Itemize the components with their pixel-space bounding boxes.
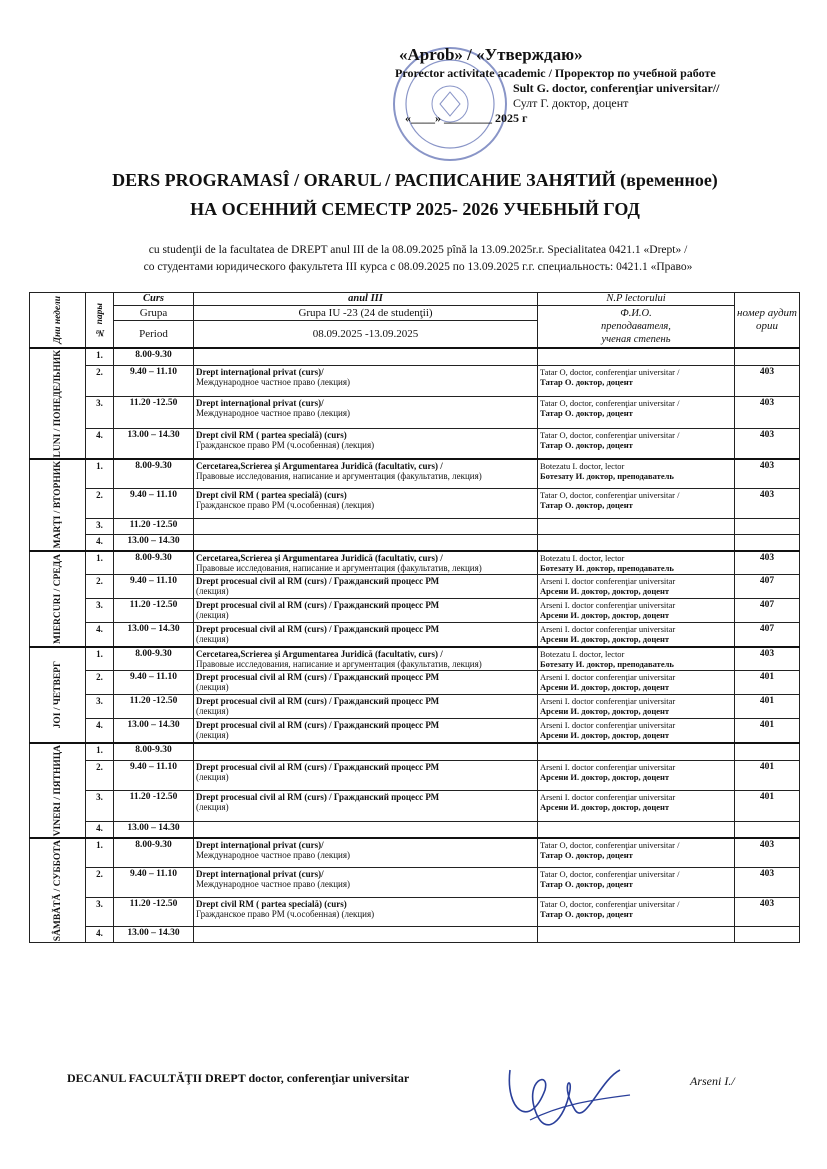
schedule-row — [30, 760, 800, 791]
schedule-row — [30, 623, 800, 647]
room-number — [735, 821, 800, 838]
room-number: 407 — [735, 623, 800, 647]
pair-number: 1. — [86, 838, 114, 868]
dean-signature — [490, 1050, 640, 1150]
subject — [194, 348, 538, 366]
room-number: 403 — [735, 647, 800, 671]
teacher: Arseni I. doctor conferenţiar universitar Арсени И. доктор, доктор, доцент — [538, 623, 735, 647]
pair-number: 2. — [86, 366, 114, 397]
subject — [194, 518, 538, 534]
room-number: 403 — [735, 428, 800, 459]
pair-number: 2. — [86, 671, 114, 695]
subject: Drept procesual civil al RM (curs) / Гражданский процесс РМ (лекция) — [194, 599, 538, 623]
pair-time: 8.00-9.30 — [114, 459, 194, 488]
pair-time: 8.00-9.30 — [114, 348, 194, 366]
pair-time: 13.00 – 14.30 — [114, 719, 194, 743]
dean-title: DECANUL FACULTĂŢII DREPT doctor, conferenţiar universitar — [67, 1071, 410, 1085]
schedule-table — [29, 292, 800, 943]
approval-position: Prorector activitate academic / Проректор по учебной работе — [395, 66, 716, 80]
info-line-ru: со студентами юридического факультета III курса с 08.09.2025 по 13.09.2025 г.г. специальность: 0421.1 «Право» — [143, 261, 693, 273]
pair-time: 11.20 -12.50 — [114, 397, 194, 428]
teacher: Tatar O, doctor, conferenţiar universitar / Татар О. доктор, доцент — [538, 428, 735, 459]
schedule-row — [30, 428, 800, 459]
subject: Drept internaţional privat (curs)/ Международное частное право (лекция) — [194, 397, 538, 428]
schedule-row — [30, 459, 800, 488]
teacher — [538, 927, 735, 943]
pair-time: 8.00-9.30 — [114, 743, 194, 760]
teacher: Arseni I. doctor conferenţiar universitar Арсени И. доктор, доктор, доцент — [538, 760, 735, 791]
room-number — [735, 743, 800, 760]
day-name: SÂMBĂTĂ / СУББОТА — [30, 838, 86, 943]
approval-signer-ru: Султ Г. доктор, доцент — [513, 96, 629, 110]
room-number: 407 — [735, 575, 800, 599]
schedule-row — [30, 838, 800, 868]
header-curs: Curs — [114, 293, 194, 306]
day-name: VINERI / ПЯТНИЦА — [30, 743, 86, 838]
schedule-row — [30, 719, 800, 743]
schedule-row — [30, 647, 800, 671]
subject: Drept procesual civil al RM (curs) / Гражданский процесс РМ (лекция) — [194, 791, 538, 822]
subject: Drept civil RM ( partea specială) (curs) Гражданское право РМ (ч.особенная) (лекция) — [194, 489, 538, 518]
subject: Drept procesual civil al RM (curs) / Гражданский процесс РМ (лекция) — [194, 671, 538, 695]
pair-time: 9.40 – 11.10 — [114, 366, 194, 397]
header-dates: 08.09.2025 -13.09.2025 — [194, 321, 538, 349]
schedule-row — [30, 551, 800, 575]
pair-number: 2. — [86, 760, 114, 791]
document-title: DERS PROGRAMASÎ / ORARUL / РАСПИСАНИЕ ЗАНЯТИЙ (временное) — [112, 170, 718, 190]
schedule-row — [30, 791, 800, 822]
subject — [194, 821, 538, 838]
teacher: Botezatu I. doctor, lector Ботезату И. доктор, преподаватель — [538, 647, 735, 671]
subject: Drept internaţional privat (curs)/ Международное частное право (лекция) — [194, 366, 538, 397]
room-number: 403 — [735, 551, 800, 575]
teacher: Tatar O, doctor, conferenţiar universitar / Татар О. доктор, доцент — [538, 489, 735, 518]
subject: Drept procesual civil al RM (curs) / Гражданский процесс РМ (лекция) — [194, 719, 538, 743]
header-pair: № пары — [86, 293, 114, 349]
header-fio: Ф.И.О. преподавателя, ученая степень — [538, 306, 735, 349]
pair-time: 11.20 -12.50 — [114, 695, 194, 719]
pair-number: 1. — [86, 647, 114, 671]
pair-number: 4. — [86, 821, 114, 838]
room-number: 407 — [735, 599, 800, 623]
teacher: Tatar O, doctor, conferenţiar universitar / Татар О. доктор, доцент — [538, 397, 735, 428]
room-number: 403 — [735, 489, 800, 518]
day-name: LUNI / ПОНЕДЕЛЬНИК — [30, 348, 86, 459]
schedule-row — [30, 397, 800, 428]
schedule-row — [30, 575, 800, 599]
subject: Cercetarea,Scrierea şi Argumentarea Juridică (facultativ, curs) / Правовые исследования, написание и аргументация (факультатив, лекция) — [194, 551, 538, 575]
room-number — [735, 534, 800, 551]
pair-number: 1. — [86, 459, 114, 488]
pair-number: 2. — [86, 489, 114, 518]
schedule-row — [30, 534, 800, 551]
pair-time: 13.00 – 14.30 — [114, 534, 194, 551]
pair-number: 4. — [86, 534, 114, 551]
pair-number: 4. — [86, 719, 114, 743]
pair-number: 4. — [86, 623, 114, 647]
teacher: Arseni I. doctor conferenţiar universitar Арсени И. доктор, доктор, доцент — [538, 599, 735, 623]
schedule-row — [30, 695, 800, 719]
document-subtitle: НА ОСЕННИЙ СЕМЕСТР 2025- 2026 УЧЕБНЫЙ ГОД — [190, 199, 640, 219]
pair-number: 3. — [86, 695, 114, 719]
teacher: Botezatu I. doctor, lector Ботезату И. доктор, преподаватель — [538, 459, 735, 488]
pair-number: 2. — [86, 575, 114, 599]
subject: Cercetarea,Scrierea şi Argumentarea Juridică (facultativ, curs) / Правовые исследования, написание и аргументация (факультатив, лекция) — [194, 459, 538, 488]
teacher: Botezatu I. doctor, lector Ботезату И. доктор, преподаватель — [538, 551, 735, 575]
pair-time: 11.20 -12.50 — [114, 897, 194, 927]
pair-time: 9.40 – 11.10 — [114, 671, 194, 695]
pair-time: 8.00-9.30 — [114, 551, 194, 575]
teacher: Arseni I. doctor conferenţiar universitar Арсени И. доктор, доктор, доцент — [538, 719, 735, 743]
pair-time: 13.00 – 14.30 — [114, 927, 194, 943]
room-number: 403 — [735, 397, 800, 428]
pair-number: 3. — [86, 397, 114, 428]
subject: Drept procesual civil al RM (curs) / Гражданский процесс РМ (лекция) — [194, 575, 538, 599]
teacher: Tatar O, doctor, conferenţiar universitar / Татар О. доктор, доцент — [538, 366, 735, 397]
room-number: 403 — [735, 838, 800, 868]
pair-time: 8.00-9.30 — [114, 647, 194, 671]
pair-number: 2. — [86, 868, 114, 898]
pair-number: 1. — [86, 348, 114, 366]
subject: Drept procesual civil al RM (curs) / Гражданский процесс РМ (лекция) — [194, 623, 538, 647]
room-number: 403 — [735, 897, 800, 927]
subject — [194, 743, 538, 760]
pair-number: 1. — [86, 743, 114, 760]
pair-number: 3. — [86, 599, 114, 623]
pair-number: 3. — [86, 791, 114, 822]
teacher: Arseni I. doctor conferenţiar universitar Арсени И. доктор, доктор, доцент — [538, 575, 735, 599]
room-number: 401 — [735, 791, 800, 822]
day-name: MIERCURI / СРЕДА — [30, 551, 86, 647]
room-number: 403 — [735, 459, 800, 488]
subject: Drept internaţional privat (curs)/ Международное частное право (лекция) — [194, 868, 538, 898]
pair-number: 4. — [86, 428, 114, 459]
room-number — [735, 348, 800, 366]
header-group-name: Grupa IU -23 (24 de studenţii) — [194, 306, 538, 321]
day-name: MARŢI / ВТОРНИК — [30, 459, 86, 550]
day-name: JOI / ЧЕТВЕРГ — [30, 647, 86, 743]
approval-signer: Sult G. doctor, conferenţiar universitar// — [513, 81, 720, 95]
header-np-lector: N.P lectorului — [538, 293, 735, 306]
schedule-row — [30, 518, 800, 534]
header-room: номер аудит ории — [735, 293, 800, 349]
pair-time: 13.00 – 14.30 — [114, 821, 194, 838]
header-days: Дни недели — [30, 293, 86, 349]
room-number: 401 — [735, 695, 800, 719]
header-grupa: Grupa — [114, 306, 194, 321]
info-line-ro: cu studenţii de la facultatea de DREPT anul III de la 08.09.2025 pînă la 13.09.2025r.r. Specialitatea 0421.1 «Drept» / — [148, 244, 688, 256]
teacher — [538, 534, 735, 551]
teacher — [538, 348, 735, 366]
schedule-row — [30, 743, 800, 760]
pair-time: 9.40 – 11.10 — [114, 760, 194, 791]
room-number: 401 — [735, 719, 800, 743]
pair-time: 9.40 – 11.10 — [114, 489, 194, 518]
subject: Drept civil RM ( partea specială) (curs) Гражданское право РМ (ч.особенная) (лекция) — [194, 428, 538, 459]
schedule-row — [30, 348, 800, 366]
schedule-row — [30, 868, 800, 898]
teacher: Tatar O, doctor, conferenţiar universitar / Татар О. доктор, доцент — [538, 897, 735, 927]
room-number: 401 — [735, 760, 800, 791]
subject: Drept internaţional privat (curs)/ Международное частное право (лекция) — [194, 838, 538, 868]
pair-time: 13.00 – 14.30 — [114, 623, 194, 647]
subject: Cercetarea,Scrierea şi Argumentarea Juridică (facultativ, curs) / Правовые исследования, написание и аргументация (факультатив, лекция) — [194, 647, 538, 671]
pair-time: 11.20 -12.50 — [114, 599, 194, 623]
schedule-row — [30, 927, 800, 943]
approval-title: «Aprob» / «Утверждаю» — [399, 45, 583, 64]
schedule-row — [30, 821, 800, 838]
pair-time: 11.20 -12.50 — [114, 518, 194, 534]
teacher: Arseni I. doctor conferenţiar universitar Арсени И. доктор, доктор, доцент — [538, 791, 735, 822]
header-anul: anul III — [194, 293, 538, 306]
teacher: Arseni I. doctor conferenţiar universitar Арсени И. доктор, доктор, доцент — [538, 671, 735, 695]
pair-number: 3. — [86, 518, 114, 534]
schedule-row — [30, 599, 800, 623]
teacher: Tatar O, doctor, conferenţiar universitar / Татар О. доктор, доцент — [538, 868, 735, 898]
room-number — [735, 518, 800, 534]
subject — [194, 534, 538, 551]
pair-number: 1. — [86, 551, 114, 575]
room-number: 403 — [735, 868, 800, 898]
subject: Drept procesual civil al RM (curs) / Гражданский процесс РМ (лекция) — [194, 695, 538, 719]
header-row-1 — [30, 293, 800, 306]
teacher — [538, 518, 735, 534]
schedule-row — [30, 366, 800, 397]
approval-block — [395, 44, 795, 126]
subject: Drept procesual civil al RM (curs) / Гражданский процесс РМ (лекция) — [194, 760, 538, 791]
pair-time: 11.20 -12.50 — [114, 791, 194, 822]
dean-name: Arseni I./ — [690, 1074, 735, 1088]
subject — [194, 927, 538, 943]
pair-number: 3. — [86, 897, 114, 927]
room-number: 403 — [735, 366, 800, 397]
teacher — [538, 743, 735, 760]
schedule-row — [30, 671, 800, 695]
pair-number: 4. — [86, 927, 114, 943]
subject: Drept civil RM ( partea specială) (curs) Гражданское право РМ (ч.особенная) (лекция) — [194, 897, 538, 927]
teacher: Tatar O, doctor, conferenţiar universitar / Татар О. доктор, доцент — [538, 838, 735, 868]
room-number — [735, 927, 800, 943]
teacher: Arseni I. doctor conferenţiar universitar Арсени И. доктор, доктор, доцент — [538, 695, 735, 719]
schedule-row — [30, 897, 800, 927]
teacher — [538, 821, 735, 838]
pair-time: 13.00 – 14.30 — [114, 428, 194, 459]
room-number: 401 — [735, 671, 800, 695]
approval-date: «____» ________ 2025 г — [405, 111, 528, 125]
pair-time: 9.40 – 11.10 — [114, 575, 194, 599]
schedule-row — [30, 489, 800, 518]
header-period: Period — [114, 321, 194, 349]
pair-time: 9.40 – 11.10 — [114, 868, 194, 898]
pair-time: 8.00-9.30 — [114, 838, 194, 868]
